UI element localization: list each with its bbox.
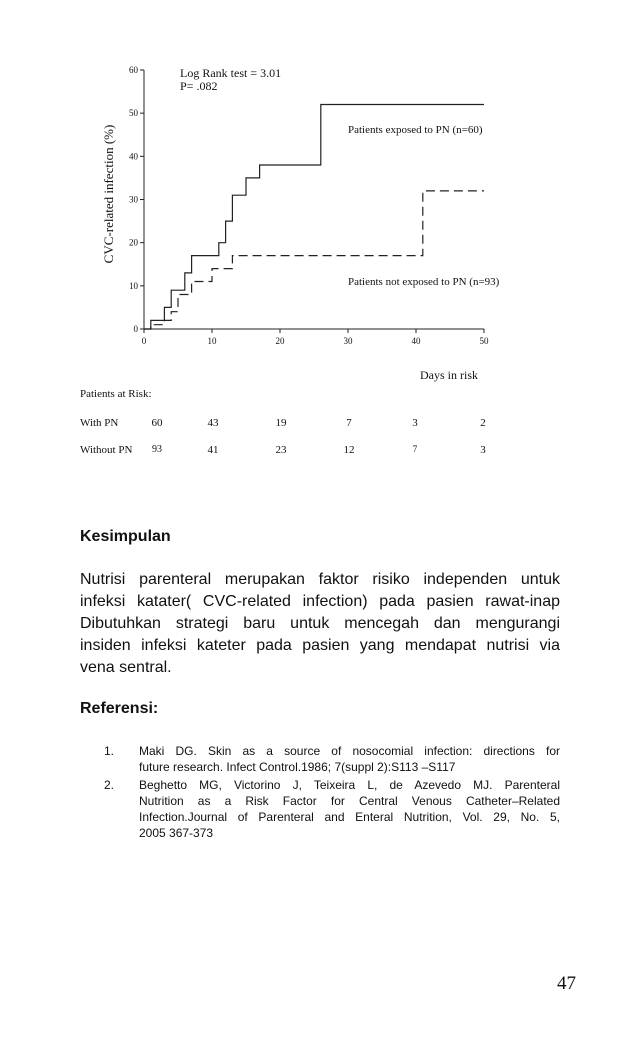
conclusion-paragraph xyxy=(80,569,560,679)
risk-value: 3 xyxy=(412,417,418,429)
x-axis-label: Days in risk xyxy=(420,368,478,382)
risk-value: 19 xyxy=(275,417,287,429)
y-tick-label: 30 xyxy=(129,194,138,205)
risk-value: 93 xyxy=(152,444,162,455)
conclusion-line: Nutrisi parenteral merupakan faktor risiko independen untuk xyxy=(80,571,560,588)
risk-value: 7 xyxy=(346,417,352,429)
annotation-line-1: Log Rank test = 3.01 xyxy=(180,66,282,80)
risk-value: 23 xyxy=(275,444,287,456)
y-tick-label: 20 xyxy=(129,237,138,248)
risk-value: 60 xyxy=(151,417,163,429)
y-tick-label: 10 xyxy=(129,280,138,291)
x-tick-label: 20 xyxy=(275,336,285,346)
x-tick-label: 10 xyxy=(207,336,217,346)
risk-value: 12 xyxy=(343,444,355,456)
x-axis xyxy=(142,329,489,346)
y-tick-label: 40 xyxy=(129,151,138,162)
x-tick-label: 40 xyxy=(411,336,421,346)
conclusion-heading: Kesimpulan xyxy=(80,528,171,545)
risk-row-without-pn xyxy=(80,444,520,458)
reference-text xyxy=(139,777,560,841)
conclusion-line: insiden infeksi kateter pada pasien yang mendapat nutrisi via xyxy=(80,637,560,654)
page-number: 47 xyxy=(557,973,576,994)
reference-item xyxy=(104,743,560,775)
y-tick-label: 60 xyxy=(129,65,138,75)
reference-item xyxy=(104,777,560,841)
reference-list xyxy=(104,743,560,843)
legend-not-exposed: Patients not exposed to PN (n=93) xyxy=(348,276,500,288)
risk-value: 2 xyxy=(480,417,486,429)
risk-value: 41 xyxy=(207,444,219,456)
reference-line: future research. Infect Control.1986; 7(suppl 2):S113 –S117 xyxy=(139,760,456,774)
risk-table-title: Patients at Risk: xyxy=(80,388,152,400)
y-axis-label: CVC-related infection (%) xyxy=(101,124,116,264)
series-line-not-exposed xyxy=(144,191,484,329)
risk-row-label: Without PN xyxy=(80,444,133,456)
y-tick-label: 0 xyxy=(133,324,138,334)
risk-value: 7 xyxy=(412,444,418,454)
conclusion-line: infeksi katater( CVC-related infection) pada pasien rawat-inap xyxy=(80,593,560,610)
reference-line: 2005 367-373 xyxy=(139,826,214,840)
reference-line: Maki DG. Skin as a source of nosocomial infection: directions for xyxy=(139,744,560,758)
risk-value: 3 xyxy=(480,444,486,456)
reference-line: Nutrition as a Risk Factor for Central Venous Catheter–Related xyxy=(139,794,560,808)
km-chart xyxy=(60,50,520,385)
y-tick-label: 50 xyxy=(129,108,138,119)
legend-exposed: Patients exposed to PN (n=60) xyxy=(348,124,483,136)
x-tick-label: 30 xyxy=(343,336,353,346)
reference-text xyxy=(139,743,560,775)
risk-row-label: With PN xyxy=(80,417,119,429)
risk-value: 43 xyxy=(207,417,219,429)
series-line-exposed xyxy=(144,105,484,330)
series-layer xyxy=(144,105,484,330)
conclusion-line: Dibutuhkan strategi baru untuk mencegah dan mengurangi xyxy=(80,615,560,632)
y-axis xyxy=(129,65,144,334)
references-heading: Referensi: xyxy=(80,700,159,717)
reference-number: 2. xyxy=(104,778,115,792)
x-tick-label: 50 xyxy=(479,336,489,346)
conclusion-line: vena sentral. xyxy=(80,659,172,676)
reference-line: Beghetto MG, Victorino J, Teixeira L, de Azevedo MJ. Parenteral xyxy=(139,778,560,792)
reference-number: 1. xyxy=(104,744,115,758)
reference-line: Infection.Journal of Parenteral and Enteral Nutrition, Vol. 29, No. 5, xyxy=(139,810,560,824)
x-tick-label: 0 xyxy=(141,336,147,346)
risk-row-with-pn xyxy=(80,417,520,431)
annotation-line-2: P= .082 xyxy=(180,79,218,93)
